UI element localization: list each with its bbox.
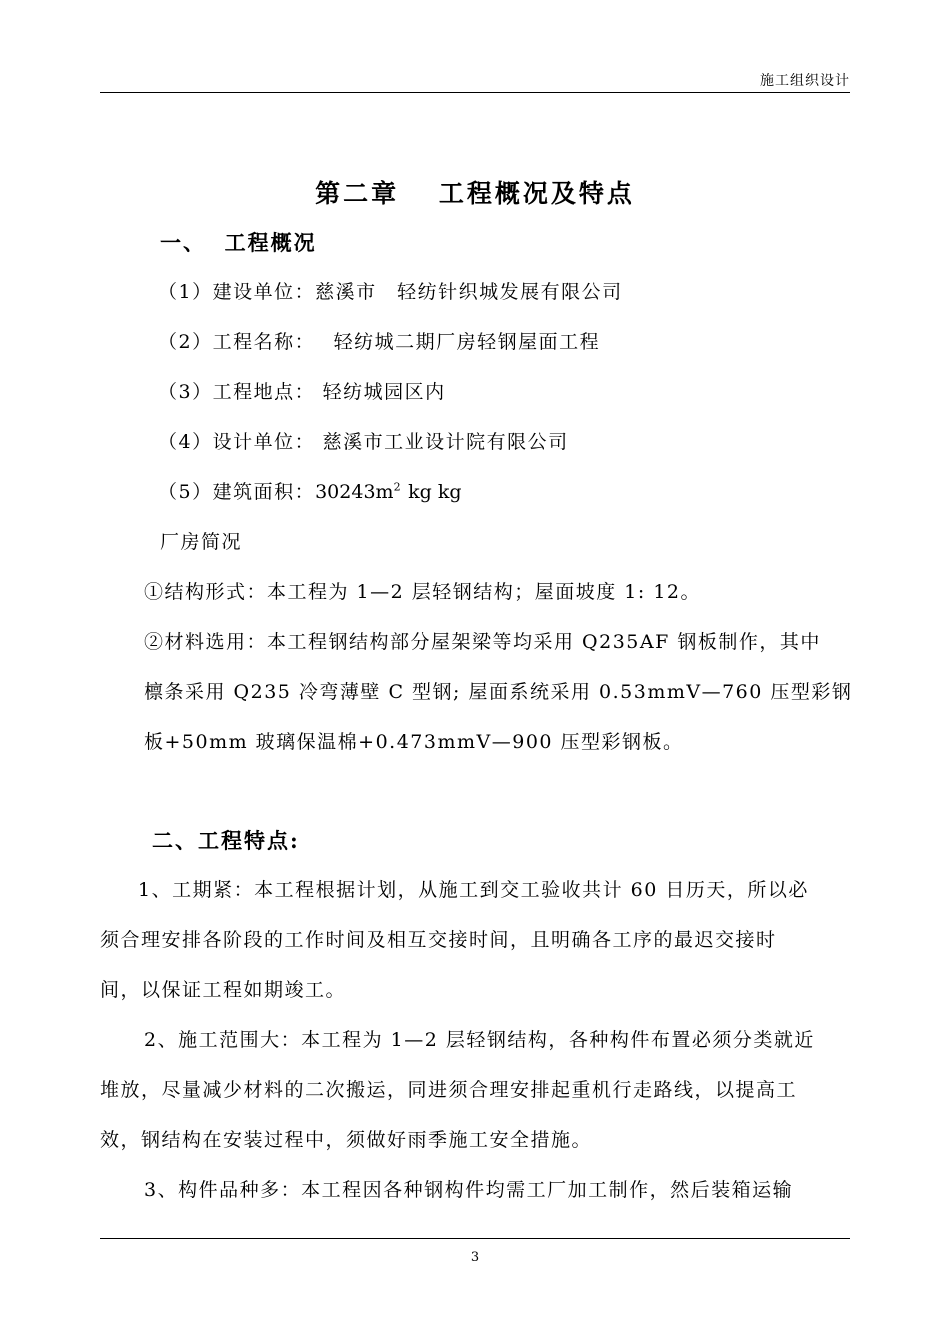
para-schedule-line: 1、工期紧：本工程根据计划，从施工到交工验收共计 60 日历天，所以必 — [138, 879, 809, 901]
item-project-name: （2）工程名称： 轻纺城二期厂房轻钢屋面工程 — [158, 331, 601, 353]
section1-heading: 一、 工程概况 — [160, 230, 317, 255]
item-area — [158, 477, 462, 504]
item-designer: （4）设计单位： 慈溪市工业设计院有限公司 — [158, 431, 569, 453]
chapter-title: 第二章 工程概况及特点 — [315, 179, 635, 208]
para-scope-line: 2、施工范围大：本工程为 1—2 层轻钢结构，各种构件布置必须分类就近 — [144, 1029, 815, 1051]
para-schedule-line: 间，以保证工程如期竣工。 — [100, 979, 347, 1001]
footer-rule — [100, 1238, 850, 1239]
para-scope-line: 效，钢结构在安装过程中，须做好雨季施工安全措施。 — [100, 1129, 593, 1151]
area-label: （5）建筑面积： — [158, 481, 316, 503]
para-components-line: 3、构件品种多：本工程因各种钢构件均需工厂加工制作，然后装箱运输 — [144, 1179, 794, 1201]
header-title: 施工组织设计 — [760, 73, 850, 89]
structure-form: ①结构形式：本工程为 1—2 层轻钢结构；屋面坡度 1: 12。 — [144, 581, 702, 603]
plant-subheading: 厂房简况 — [160, 531, 243, 553]
material-line: ②材料选用：本工程钢结构部分屋架梁等均采用 Q235AF 钢板制作，其中 — [144, 631, 821, 653]
para-scope-line: 堆放，尽量减少材料的二次搬运，同进须合理安排起重机行走路线，以提高工 — [100, 1079, 798, 1101]
area-suffix: kg kg — [402, 481, 462, 503]
area-sup: 2 — [393, 480, 403, 494]
header-rule — [100, 92, 850, 93]
item-location: （3）工程地点： 轻纺城园区内 — [158, 381, 446, 403]
item-client: （1）建设单位：慈溪市 轻纺针织城发展有限公司 — [158, 281, 623, 303]
area-value: 30243m — [315, 481, 394, 503]
para-schedule-line: 须合理安排各阶段的工作时间及相互交接时间，且明确各工序的最迟交接时 — [100, 929, 777, 951]
page-number: 3 — [470, 1250, 480, 1265]
material-line: 檩条采用 Q235 冷弯薄壁 C 型钢; 屋面系统采用 0.53mmV—760 压型彩钢 — [144, 681, 853, 703]
section2-heading: 二、工程特点: — [152, 828, 300, 853]
material-line: 板+50mm 玻璃保温棉+0.473mmV—900 压型彩钢板。 — [144, 731, 684, 753]
